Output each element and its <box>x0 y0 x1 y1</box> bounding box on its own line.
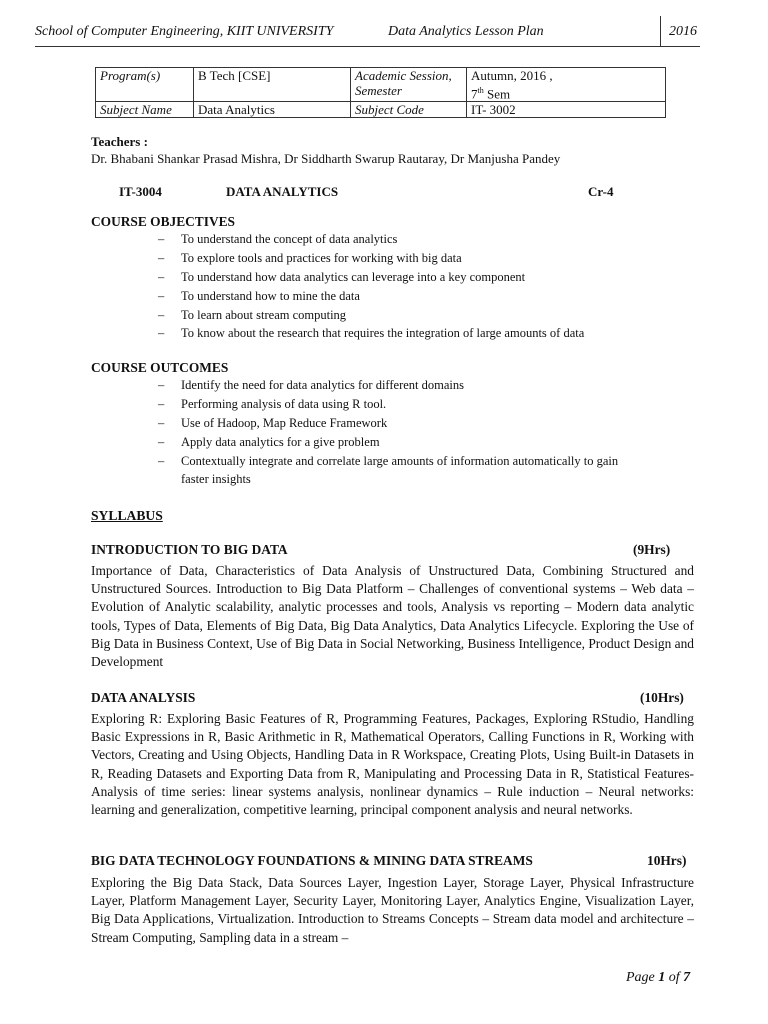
semester-suffix: th <box>477 86 484 95</box>
page-header <box>35 22 700 46</box>
footer-page-number: 1 <box>658 970 666 985</box>
section-body: Importance of Data, Characteristics of Data Analysis of Unstructured Data, Combining Structured and Unstructured Sources. Introduction to Big Data Platform – Challenges of conventional systems – Web data – Evolution of Analytic scalability, analytic processes and tools, Analysis vs reporting – Modern data analytic tools, Types of Data, Elements of Big Data, Big Data Analytics, Data Analytics Lifecycle. Exploring the Use of Big Data in Business Context, Use of Big Data in Social Networking, Business Intelligence, Product Design and Development <box>91 563 694 670</box>
header-rule <box>35 46 700 47</box>
subject-name-value: Data Analytics <box>194 102 351 118</box>
footer-total-pages: 7 <box>683 970 691 985</box>
outcome-text: Use of Hadoop, Map Reduce Framework <box>181 416 388 430</box>
dash-bullet: – <box>158 308 165 322</box>
dash-bullet: – <box>158 289 165 303</box>
dash-bullet: – <box>158 397 165 411</box>
section-body: Exploring R: Exploring Basic Features of R, Programming Features, Packages, Exploring RStudio, Handling Basic Expressions in R, Basic Arithmetic in R, Mathematical Operators, Calling Functions in R, Working with Vectors, Creating and Using Objects, Handling Data in R Workspace, Creating Plots, Using Built-in Datasets in R, Reading Datasets and Exporting Data from R, Manipulating and Processing Data in R, Statistical Features-Analysis of time series: linear systems analysis, nonlinear dynamics – Rule induction – Neural networks: learning and generalization, competitive learning, principal component analysis and neural networks. <box>91 711 694 818</box>
dash-bullet: – <box>158 435 165 449</box>
course-credit: Cr-4 <box>588 184 614 199</box>
objective-text: To explore tools and practices for working with big data <box>181 251 462 265</box>
dash-bullet: – <box>158 251 165 265</box>
header-school: School of Computer Engineering, KIIT UNIVERSITY <box>35 24 334 39</box>
outcome-text: Contextually integrate and correlate large amounts of information automatically to gain <box>181 454 619 468</box>
program-label: Program(s) <box>96 68 194 102</box>
course-code: IT-3004 <box>119 184 162 199</box>
program-value: B Tech [CSE] <box>194 68 351 102</box>
objectives-title: COURSE OBJECTIVES <box>91 214 235 229</box>
section-title: INTRODUCTION TO BIG DATA <box>91 542 288 557</box>
objective-text: To understand how to mine the data <box>181 289 360 303</box>
syllabus-title: SYLLABUS <box>91 508 163 523</box>
section-title: DATA ANALYSIS <box>91 690 196 705</box>
section-body: Exploring the Big Data Stack, Data Sources Layer, Ingestion Layer, Storage Layer, Physical Infrastructure Layer, Platform Management Layer, Security Layer, Monitoring Layer, Analytics Engine, Visualization Layer, Big Data Applications, Virtualization. Introduction to Streams Concepts – Stream data model and architecture – Stream Computing, Sampling data in a stream – <box>91 875 694 945</box>
dash-bullet: – <box>158 232 165 246</box>
footer-page-word: Page <box>626 970 659 985</box>
outcomes-title: COURSE OUTCOMES <box>91 360 229 375</box>
dash-bullet: – <box>158 326 165 340</box>
dash-bullet: – <box>158 416 165 430</box>
header-lesson-plan: Data Analytics Lesson Plan <box>388 24 544 39</box>
course-info-table <box>95 67 666 118</box>
subject-name-label: Subject Name <box>96 102 194 118</box>
teachers-label: Teachers : <box>91 134 148 149</box>
table-row <box>96 68 666 102</box>
session-label-line2: Semester <box>355 83 402 98</box>
session-value <box>467 68 666 102</box>
session-label-line1: Academic Session, <box>355 68 452 83</box>
section-title: BIG DATA TECHNOLOGY FOUNDATIONS & MINING DATA STREAMS <box>91 853 533 868</box>
section-hours: (10Hrs) <box>640 690 684 705</box>
header-year: 2016 <box>669 24 697 39</box>
outcome-text-continued: faster insights <box>181 472 251 486</box>
objective-text: To learn about stream computing <box>181 308 347 322</box>
subject-code-label: Subject Code <box>351 102 467 118</box>
objective-text: To understand how data analytics can leverage into a key component <box>181 270 526 284</box>
semester-word: Sem <box>483 86 511 102</box>
dash-bullet: – <box>158 270 165 284</box>
session-label <box>351 68 467 102</box>
objective-text: To understand the concept of data analytics <box>181 232 398 246</box>
page-footer <box>626 970 690 986</box>
dash-bullet: – <box>158 454 165 468</box>
subject-code-value: IT- 3002 <box>467 102 666 118</box>
outcome-text: Performing analysis of data using R tool. <box>181 397 387 411</box>
semester-number: 7 <box>471 86 478 102</box>
dash-bullet: – <box>158 378 165 392</box>
header-divider <box>660 16 661 46</box>
outcome-text: Identify the need for data analytics for different domains <box>181 378 464 392</box>
session-value-line1: Autumn, 2016 , <box>471 68 553 83</box>
footer-of-word: of <box>665 970 684 985</box>
section-hours: (9Hrs) <box>633 542 671 557</box>
section-hours: 10Hrs) <box>647 853 687 868</box>
outcome-text: Apply data analytics for a give problem <box>181 435 380 449</box>
objective-text: To know about the research that requires the integration of large amounts of data <box>181 326 585 340</box>
course-title: DATA ANALYTICS <box>226 184 339 199</box>
table-row <box>96 102 666 118</box>
teachers-names: Dr. Bhabani Shankar Prasad Mishra, Dr Siddharth Swarup Rautaray, Dr Manjusha Pandey <box>91 151 561 166</box>
